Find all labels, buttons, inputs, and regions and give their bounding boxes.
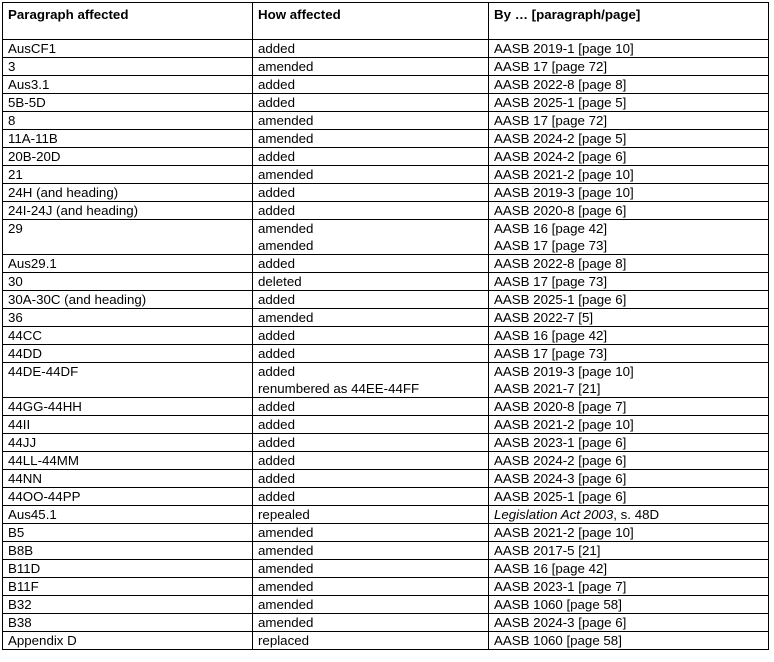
paragraph-line: 5B-5D [8, 95, 46, 110]
by-reference-cell [489, 560, 769, 578]
reference-line [494, 220, 763, 237]
reference-line [494, 434, 763, 451]
how-affected-line: amended [258, 525, 314, 540]
paragraph-line: 29 [8, 221, 23, 236]
paragraph-line: AusCF1 [8, 41, 57, 56]
reference-line [494, 166, 763, 183]
how-affected-line: added [258, 471, 295, 486]
by-reference-cell [489, 596, 769, 614]
table-row [3, 560, 769, 578]
paragraph-line: 44II [8, 417, 31, 432]
how-affected-cell [253, 184, 489, 202]
table-row [3, 488, 769, 506]
by-reference-cell [489, 524, 769, 542]
table-header-row [3, 3, 769, 40]
paragraph-cell [3, 578, 253, 596]
paragraph-cell [3, 560, 253, 578]
how-affected-cell [253, 309, 489, 327]
how-affected-line: added [258, 453, 295, 468]
by-reference-cell [489, 166, 769, 184]
how-affected-line: amended [258, 615, 314, 630]
table-row [3, 40, 769, 58]
paragraph-cell [3, 291, 253, 309]
reference-line [494, 112, 763, 129]
reference-line [494, 291, 763, 308]
how-affected-cell [253, 112, 489, 130]
paragraph-cell [3, 184, 253, 202]
paragraph-cell [3, 416, 253, 434]
reference-line [494, 273, 763, 290]
by-reference-cell [489, 58, 769, 76]
how-affected-line: added [258, 149, 295, 164]
how-affected-cell [253, 202, 489, 220]
how-affected-cell [253, 416, 489, 434]
how-affected-cell [253, 130, 489, 148]
paragraph-line: 24I-24J (and heading) [8, 203, 139, 218]
table-row [3, 506, 769, 524]
reference-text: AASB 1060 [page 58] [494, 597, 622, 612]
reference-line [494, 363, 763, 380]
by-reference-cell [489, 309, 769, 327]
by-reference-cell [489, 184, 769, 202]
how-affected-line: added [258, 41, 295, 56]
how-affected-cell [253, 166, 489, 184]
table-row [3, 542, 769, 560]
how-affected-cell [253, 596, 489, 614]
paragraph-cell [3, 614, 253, 632]
reference-text: AASB 2024-2 [page 5] [494, 131, 627, 146]
paragraph-cell [3, 596, 253, 614]
reference-line [494, 614, 763, 631]
how-affected-line: amended [258, 238, 314, 253]
paragraph-line: B5 [8, 525, 25, 540]
paragraph-line: 8 [8, 113, 16, 128]
paragraph-cell [3, 166, 253, 184]
paragraph-cell [3, 112, 253, 130]
how-affected-cell [253, 255, 489, 273]
paragraph-cell [3, 434, 253, 452]
paragraph-line: 44LL-44MM [8, 453, 79, 468]
paragraph-cell [3, 542, 253, 560]
paragraph-cell [3, 148, 253, 166]
reference-text: AASB 1060 [page 58] [494, 633, 622, 648]
how-affected-line: amended [258, 579, 314, 594]
paragraph-cell [3, 220, 253, 255]
by-reference-cell [489, 452, 769, 470]
reference-text: AASB 2025-1 [page 6] [494, 292, 627, 307]
header-how-affected: How affected [253, 3, 489, 40]
reference-text: AASB 2022-8 [page 8] [494, 77, 627, 92]
header-paragraph-affected: Paragraph affected [3, 3, 253, 40]
how-affected-cell [253, 560, 489, 578]
by-reference-cell [489, 363, 769, 398]
how-affected-cell [253, 434, 489, 452]
how-affected-line: added [258, 203, 295, 218]
how-affected-cell [253, 76, 489, 94]
paragraph-cell [3, 506, 253, 524]
reference-line [494, 202, 763, 219]
reference-line [494, 416, 763, 433]
paragraph-cell [3, 470, 253, 488]
reference-line [494, 327, 763, 344]
how-affected-line: replaced [258, 633, 310, 648]
reference-line [494, 506, 763, 523]
by-reference-cell [489, 291, 769, 309]
table-row [3, 184, 769, 202]
how-affected-line: added [258, 435, 295, 450]
by-reference-cell [489, 398, 769, 416]
how-affected-line: amended [258, 310, 314, 325]
header-by-paragraph-page: By … [paragraph/page] [489, 3, 769, 40]
table-row [3, 112, 769, 130]
table-row [3, 202, 769, 220]
paragraph-line: 21 [8, 167, 23, 182]
how-affected-line: added [258, 292, 295, 307]
paragraph-line: 44DD [8, 346, 42, 361]
paragraph-cell [3, 363, 253, 398]
how-affected-line: amended [258, 221, 314, 236]
paragraph-cell [3, 130, 253, 148]
paragraph-line: 20B-20D [8, 149, 61, 164]
paragraph-line: Aus29.1 [8, 256, 57, 271]
paragraph-line: B38 [8, 615, 32, 630]
paragraph-cell [3, 632, 253, 650]
how-affected-line: added [258, 346, 295, 361]
reference-text: AASB 16 [page 42] [494, 561, 608, 576]
paragraph-line: 24H (and heading) [8, 185, 119, 200]
how-affected-line: amended [258, 113, 314, 128]
table-row [3, 309, 769, 327]
paragraph-cell [3, 345, 253, 363]
by-reference-cell [489, 255, 769, 273]
by-reference-cell [489, 220, 769, 255]
reference-text: AASB 2019-3 [page 10] [494, 364, 634, 379]
by-reference-cell [489, 578, 769, 596]
reference-line [494, 470, 763, 487]
reference-line [494, 452, 763, 469]
how-affected-line: added [258, 256, 295, 271]
paragraph-cell [3, 273, 253, 291]
paragraph-line: 44DE-44DF [8, 364, 79, 379]
reference-text: AASB 17 [page 73] [494, 346, 608, 361]
by-reference-cell [489, 130, 769, 148]
paragraph-cell [3, 309, 253, 327]
reference-line [494, 578, 763, 595]
paragraph-cell [3, 94, 253, 112]
paragraph-line: Appendix D [8, 633, 77, 648]
how-affected-line: deleted [258, 274, 302, 289]
table-row [3, 255, 769, 273]
by-reference-cell [489, 542, 769, 560]
paragraph-line: 44JJ [8, 435, 37, 450]
table-body [3, 40, 769, 650]
reference-line [494, 345, 763, 362]
how-affected-cell [253, 488, 489, 506]
table-row [3, 273, 769, 291]
table-row [3, 524, 769, 542]
how-affected-cell [253, 40, 489, 58]
by-reference-cell [489, 202, 769, 220]
by-reference-cell [489, 40, 769, 58]
by-reference-cell [489, 94, 769, 112]
paragraph-line: 44CC [8, 328, 42, 343]
how-affected-cell [253, 273, 489, 291]
reference-text: AASB 17 [page 73] [494, 238, 608, 253]
paragraph-cell [3, 40, 253, 58]
reference-text: AASB 2021-2 [page 10] [494, 167, 634, 182]
by-reference-cell [489, 470, 769, 488]
table-row [3, 327, 769, 345]
paragraph-line: B8B [8, 543, 34, 558]
amendments-table [2, 2, 769, 650]
paragraph-cell [3, 398, 253, 416]
by-reference-cell [489, 488, 769, 506]
how-affected-line: amended [258, 597, 314, 612]
reference-line [494, 130, 763, 147]
reference-text: , s. 48D [613, 507, 660, 522]
paragraph-cell [3, 488, 253, 506]
by-reference-cell [489, 148, 769, 166]
reference-text: AASB 2024-2 [page 6] [494, 453, 627, 468]
reference-line [494, 237, 763, 254]
how-affected-line: added [258, 95, 295, 110]
how-affected-line: added [258, 185, 295, 200]
how-affected-cell [253, 542, 489, 560]
how-affected-cell [253, 470, 489, 488]
reference-text: AASB 2020-8 [page 7] [494, 399, 627, 414]
how-affected-cell [253, 452, 489, 470]
paragraph-cell [3, 452, 253, 470]
table-row [3, 470, 769, 488]
reference-text: AASB 2017-5 [21] [494, 543, 601, 558]
reference-line [494, 58, 763, 75]
table-row [3, 578, 769, 596]
reference-line [494, 632, 763, 649]
table-row [3, 363, 769, 398]
reference-line [494, 76, 763, 93]
how-affected-cell [253, 524, 489, 542]
reference-line [494, 560, 763, 577]
reference-text: AASB 2022-8 [page 8] [494, 256, 627, 271]
by-reference-cell [489, 506, 769, 524]
reference-text: AASB 2025-1 [page 6] [494, 489, 627, 504]
table-row [3, 166, 769, 184]
paragraph-line: 11A-11B [8, 131, 58, 146]
paragraph-line: Aus45.1 [8, 507, 57, 522]
reference-line [494, 488, 763, 505]
table-row [3, 434, 769, 452]
how-affected-cell [253, 58, 489, 76]
reference-text: AASB 17 [page 72] [494, 59, 608, 74]
table-row [3, 148, 769, 166]
reference-text: AASB 2021-2 [page 10] [494, 525, 634, 540]
reference-line [494, 398, 763, 415]
reference-line [494, 524, 763, 541]
paragraph-cell [3, 327, 253, 345]
how-affected-line: added [258, 489, 295, 504]
how-affected-line: added [258, 77, 295, 92]
how-affected-line: amended [258, 167, 314, 182]
table-row [3, 398, 769, 416]
how-affected-line: amended [258, 543, 314, 558]
reference-text: AASB 2021-7 [21] [494, 381, 601, 396]
table-row [3, 291, 769, 309]
reference-text: AASB 2022-7 [5] [494, 310, 594, 325]
table-row [3, 76, 769, 94]
paragraph-cell [3, 202, 253, 220]
reference-text: AASB 2024-3 [page 6] [494, 615, 627, 630]
table-row [3, 130, 769, 148]
table-row [3, 58, 769, 76]
how-affected-cell [253, 345, 489, 363]
reference-line [494, 148, 763, 165]
how-affected-cell [253, 614, 489, 632]
table-row [3, 632, 769, 650]
paragraph-line: Aus3.1 [8, 77, 50, 92]
reference-text: AASB 2023-1 [page 6] [494, 435, 627, 450]
paragraph-cell [3, 76, 253, 94]
paragraph-cell [3, 58, 253, 76]
reference-line [494, 309, 763, 326]
how-affected-line: renumbered as 44EE-44FF [258, 381, 420, 396]
paragraph-line: 3 [8, 59, 16, 74]
reference-line [494, 542, 763, 559]
how-affected-line: amended [258, 59, 314, 74]
how-affected-line: added [258, 364, 295, 379]
table-row [3, 596, 769, 614]
reference-line [494, 40, 763, 57]
table-row [3, 220, 769, 255]
paragraph-cell [3, 255, 253, 273]
table-row [3, 94, 769, 112]
reference-text: AASB 2019-1 [page 10] [494, 41, 634, 56]
paragraph-line: B11F [8, 579, 39, 594]
how-affected-line: amended [258, 131, 314, 146]
by-reference-cell [489, 273, 769, 291]
how-affected-line: added [258, 417, 295, 432]
reference-text: AASB 2020-8 [page 6] [494, 203, 627, 218]
how-affected-cell [253, 632, 489, 650]
table-row [3, 614, 769, 632]
how-affected-line: amended [258, 561, 314, 576]
paragraph-line: B32 [8, 597, 32, 612]
reference-line [494, 94, 763, 111]
reference-line [494, 184, 763, 201]
by-reference-cell [489, 614, 769, 632]
reference-text: AASB 16 [page 42] [494, 328, 608, 343]
how-affected-cell [253, 220, 489, 255]
by-reference-cell [489, 416, 769, 434]
table-row [3, 452, 769, 470]
paragraph-line: 44NN [8, 471, 42, 486]
paragraph-line: 36 [8, 310, 23, 325]
by-reference-cell [489, 112, 769, 130]
how-affected-cell [253, 291, 489, 309]
table-row [3, 416, 769, 434]
paragraph-line: B11D [8, 561, 41, 576]
how-affected-cell [253, 398, 489, 416]
reference-text: AASB 2021-2 [page 10] [494, 417, 634, 432]
reference-text: AASB 17 [page 72] [494, 113, 608, 128]
table-row [3, 345, 769, 363]
reference-text: AASB 16 [page 42] [494, 221, 608, 236]
reference-text: AASB 2024-3 [page 6] [494, 471, 627, 486]
reference-line [494, 255, 763, 272]
paragraph-line: 44OO-44PP [8, 489, 81, 504]
reference-line [494, 596, 763, 613]
by-reference-cell [489, 345, 769, 363]
paragraph-line: 30 [8, 274, 23, 289]
how-affected-line: added [258, 328, 295, 343]
by-reference-cell [489, 76, 769, 94]
how-affected-cell [253, 327, 489, 345]
how-affected-cell [253, 148, 489, 166]
reference-line [494, 380, 763, 397]
reference-text: AASB 2024-2 [page 6] [494, 149, 627, 164]
reference-text: AASB 2025-1 [page 5] [494, 95, 627, 110]
how-affected-line: repealed [258, 507, 310, 522]
reference-text: AASB 17 [page 73] [494, 274, 608, 289]
paragraph-cell [3, 524, 253, 542]
reference-text: AASB 2023-1 [page 7] [494, 579, 627, 594]
how-affected-cell [253, 578, 489, 596]
how-affected-line: added [258, 399, 295, 414]
reference-text: AASB 2019-3 [page 10] [494, 185, 634, 200]
by-reference-cell [489, 434, 769, 452]
how-affected-cell [253, 506, 489, 524]
how-affected-cell [253, 363, 489, 398]
by-reference-cell [489, 327, 769, 345]
by-reference-cell [489, 632, 769, 650]
paragraph-line: 44GG-44HH [8, 399, 82, 414]
how-affected-cell [253, 94, 489, 112]
paragraph-line: 30A-30C (and heading) [8, 292, 147, 307]
reference-italic: Legislation Act 2003 [494, 507, 614, 522]
